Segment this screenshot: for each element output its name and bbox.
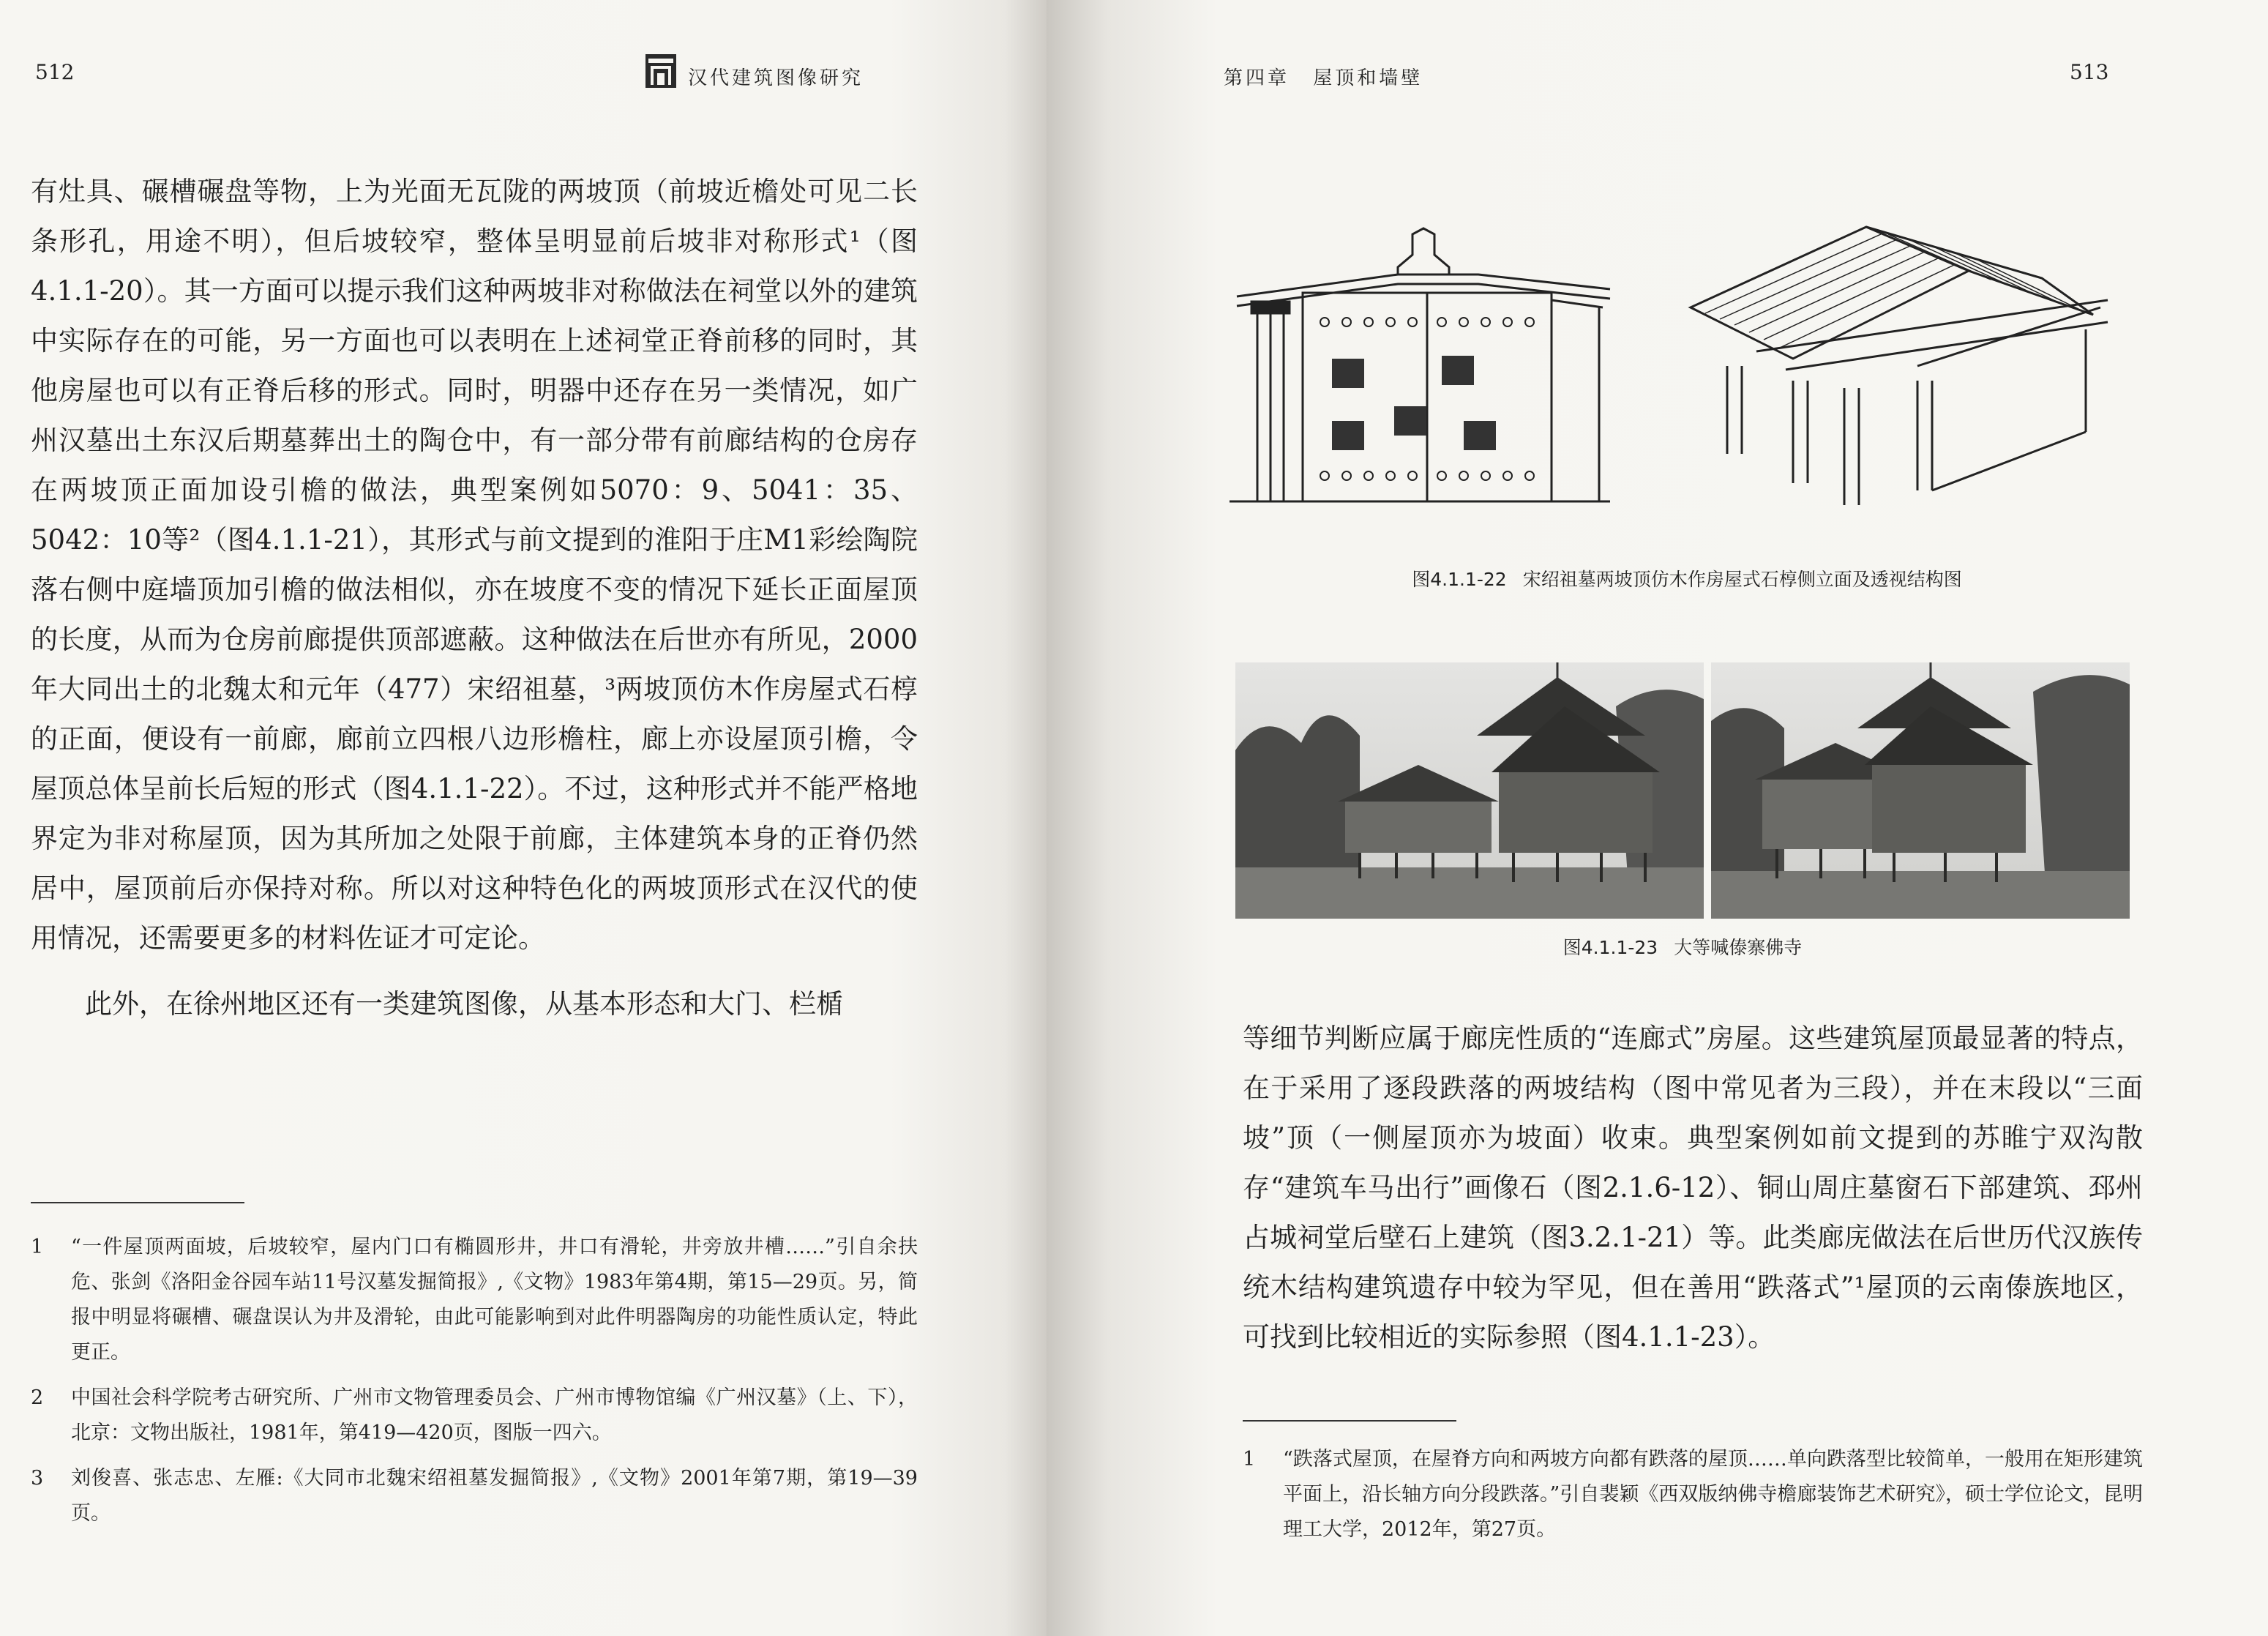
page-number: 513 [2070,60,2109,84]
left-body-text [31,167,918,1029]
footnote [31,1230,918,1370]
left-paragraph-2: 此外，在徐州地区还有一类建筑图像，从基本形态和大门、栏楯 [85,988,843,1020]
footnote [1243,1442,2143,1547]
page-number: 512 [35,60,75,84]
running-head: 汉代建筑图像研究 [688,67,864,89]
footnote-rule [31,1202,244,1203]
figure-temple-photos [1235,662,2130,919]
figure2-label: 图4.1.1-23 [1562,937,1658,958]
footnote [31,1381,918,1451]
elevation-drawing [1230,228,1610,501]
footnote-text: “跌落式屋顶，在屋脊方向和两坡方向都有跌落的屋顶……单向跌落型比较简单，一般用在矩形建筑平面上，沿长轴方向分段跌落。”引自裴颖《西双版纳佛寺檐廊装饰艺术研究》，硕士学位论文，昆明理工大学，2012年，第27页。 [1283,1448,2143,1541]
footnote-number: 2 [31,1386,44,1409]
perspective-drawing [1691,227,2108,505]
footnote-number: 1 [31,1236,44,1258]
figure1-label: 图4.1.1-22 [1412,569,1507,590]
left-footnotes [31,1230,918,1542]
left-page [0,0,1047,1636]
footnote [31,1461,918,1531]
footnote-text: 刘俊喜、张志忠、左雁:《大同市北魏宋绍祖墓发掘简报》,《文物》2001年第7期，第19—39页。 [71,1467,918,1525]
right-footnotes [1243,1442,2143,1558]
left-paragraph-1: 有灶具、碾槽碾盘等物，上为光面无瓦陇的两坡顶（前坡近檐处可见二长条形孔，用途不明），但后坡较窄，整体呈明显前后坡非对称形式¹（图4.1.1-20）。其一方面可以提示我们这种两坡非对称做法在祠堂以外的建筑中实际存在的可能，另一方面也可以表明在上述祠堂正脊前移的同时，其他房屋也可以有正脊后移的形式。同时，明器中还存在另一类情况，如广州汉墓出土东汉后期墓葬出土的陶仓中，有一部分带有前廊结构的仓房存在两坡顶正面加设引檐的做法，典型案例如5070：9、5041：35、5042：10等²（图4.1.1-21），其形式与前文提到的淮阳于庄M1彩绘陶院落右侧中庭墙顶加引檐的做法相似，亦在坡度不变的情况下延长正面屋顶的长度，从而为仓房前廊提供顶部遮蔽。这种做法在后世亦有所见，2000年大同出土的北魏太和元年（477）宋绍祖墓，³两坡顶仿木作房屋式石椁的正面，便设有一前廊，廊前立四根八边形檐柱，廊上亦设屋顶引檐，令屋顶总体呈前长后短的形式（图4.1.1-22）。不过，这种形式并不能严格地界定为非对称屋顶，因为其所加之处限于前廊，主体建筑本身的正脊仍然居中，屋顶前后亦保持对称。所以对这种特色化的两坡顶形式在汉代的使用情况，还需要更多的材料佐证才可定论。 [31,176,918,954]
figure1-title: 宋绍祖墓两坡顶仿木作房屋式石椁侧立面及透视结构图 [1522,569,1962,590]
temple-photo-right [1711,662,2130,919]
footnote-number: 3 [31,1467,44,1490]
right-body-text [1243,1014,2143,1362]
chapter-number: 第四章 [1224,67,1290,89]
building-emblem-icon [644,53,678,89]
footnote-text: “一件屋顶两面坡，后坡较窄，屋内门口有椭圆形井，井口有滑轮，井旁放井槽……”引自余扶危、张剑《洛阳金谷园车站11号汉墓发掘简报》,《文物》1983年第4期，第15—29页。另，简报中明显将碾槽、碾盘误认为井及滑轮，由此可能影响到对此件明器陶房的功能性质认定，特此更正。 [71,1236,918,1364]
footnote-rule [1243,1420,1456,1422]
figure1-caption [1230,565,2144,591]
right-paragraph: 等细节判断应属于廊庑性质的“连廊式”房屋。这些建筑屋顶最显著的特点，在于采用了逐段跌落的两坡结构（图中常见者为三段），并在末段以“三面坡”顶（一侧屋顶亦为坡面）收束。典型案例如前文提到的苏睢宁双沟散存“建筑车马出行”画像石（图2.1.6-12）、铜山周庄墓窗石下部建筑、邳州占城祠堂后壁石上建筑（图3.2.1-21）等。此类廊庑做法在后世历代汉族传统木结构建筑遗存中较为罕见，但在善用“跌落式”¹屋顶的云南傣族地区，可找到比较相近的实际参照（图4.1.1-23）。 [1243,1023,2143,1353]
footnote-number: 1 [1243,1448,1256,1471]
temple-photo-left [1235,662,1704,919]
figure-stone-coffin-drawings [1230,212,2144,520]
figure2-title: 大等喊傣寨佛寺 [1674,937,1803,958]
footnote-text: 中国社会科学院考古研究所、广州市文物管理委员会、广州市博物馆编《广州汉墓》（上、下），北京：文物出版社，1981年，第419—420页，图版一四六。 [71,1386,918,1444]
chapter-title: 屋顶和墙壁 [1313,67,1423,89]
right-page [1047,0,2268,1636]
chapter-head [1224,63,1423,90]
figure2-caption [1235,933,2130,960]
